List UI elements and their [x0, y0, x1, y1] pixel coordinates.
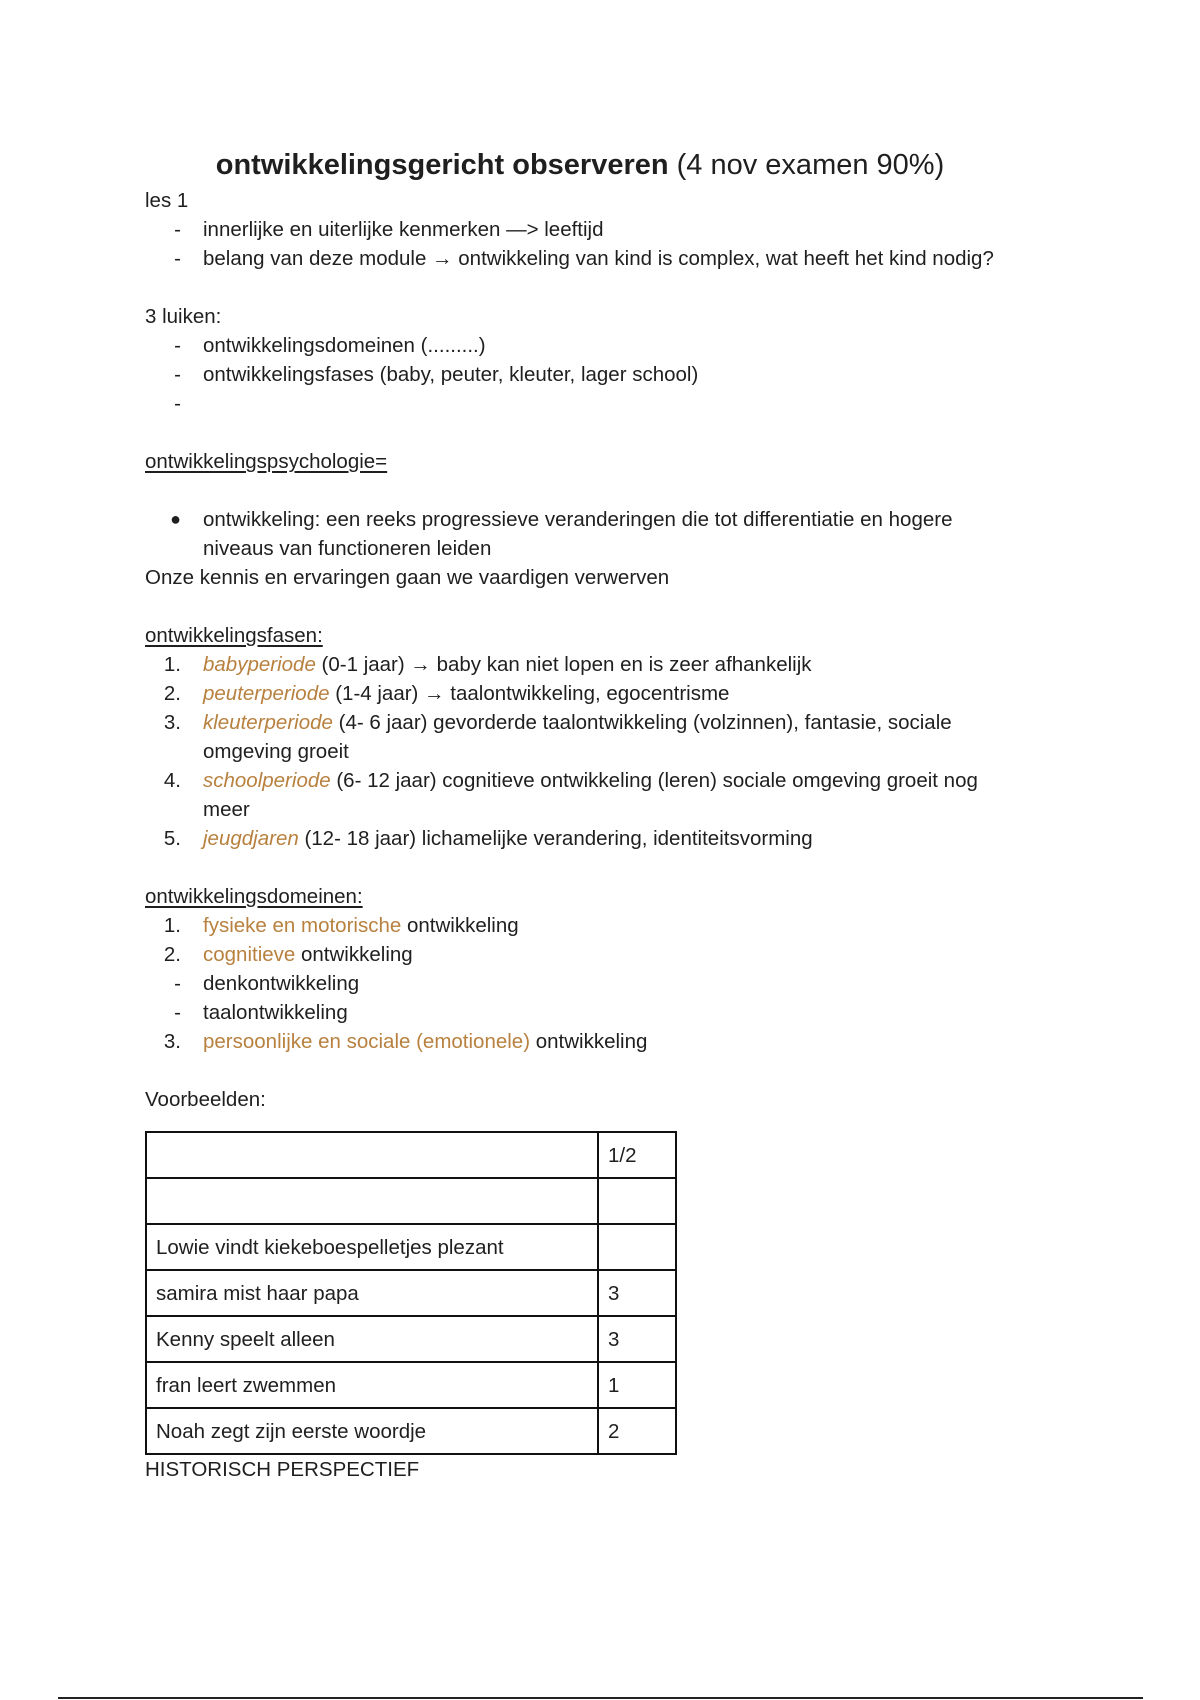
les1-item-text: innerlijke en uiterlijke kenmerken —> leeftijd [203, 218, 604, 241]
fase-description: (4- 6 jaar) gevorderde taalontwikkeling (volzinnen), fantasie, sociale omgeving groeit [203, 711, 952, 763]
domein-item [145, 998, 1045, 1027]
table-row [146, 1316, 676, 1362]
voorbeelden-table [145, 1131, 677, 1455]
table-cell-text: fran leert zwemmen [146, 1362, 598, 1408]
domein-rest: ontwikkeling [401, 914, 519, 937]
domein-term: persoonlijke en sociale (emotionele) [203, 1030, 531, 1053]
bullet-marker: ● [170, 509, 181, 529]
les1-item [145, 215, 1045, 244]
title-rest: (4 nov examen 90%) [668, 149, 945, 181]
fase-item [145, 650, 1045, 679]
table-cell-value: 3 [598, 1316, 676, 1362]
luiken-item [145, 360, 1045, 389]
fase-item [145, 824, 1045, 853]
table-row [146, 1224, 676, 1270]
domein-marker: 2. [163, 943, 181, 966]
dash-marker: - [174, 247, 181, 270]
fase-description: (6- 12 jaar) cognitieve ontwikkeling (leren) sociale omgeving groeit nog meer [203, 769, 978, 821]
table-row [146, 1132, 676, 1178]
domein-rest: taalontwikkeling [203, 1001, 348, 1024]
dash-marker: - [174, 218, 181, 241]
psychologie-heading: ontwikkelingspsychologie= [145, 450, 388, 473]
luiken-item [145, 389, 1045, 418]
psychologie-bullet-text: ontwikkeling: een reeks progressieve veranderingen die tot differentiatie en hogere niveaus van functioneren leiden [203, 508, 953, 560]
table-cell-value: 3 [598, 1270, 676, 1316]
fase-item [145, 708, 1045, 766]
psychologie-bullet [145, 505, 1045, 563]
table-cell-value [598, 1224, 676, 1270]
historisch-heading: HISTORISCH PERSPECTIEF [145, 1458, 420, 1481]
document-title [145, 146, 1045, 184]
voorbeelden-heading: Voorbeelden: [145, 1088, 266, 1111]
fase-description: (0-1 jaar) → baby kan niet lopen en is zeer afhankelijk [315, 653, 812, 676]
luiken-item-text: ontwikkelingsfases (baby, peuter, kleuter, lager school) [203, 363, 699, 386]
les1-item [145, 244, 1045, 273]
domein-rest: ontwikkeling [530, 1030, 648, 1053]
domein-marker: 3. [163, 1030, 181, 1053]
psychologie-note: Onze kennis en ervaringen gaan we vaardigen verwerven [145, 566, 670, 589]
domein-term: cognitieve [203, 943, 296, 966]
luiken-item-text [203, 389, 1023, 418]
table-cell-text: Lowie vindt kiekeboespelletjes plezant [146, 1224, 598, 1270]
title-bold: ontwikkelingsgericht observeren [215, 149, 669, 181]
fase-term: kleuterperiode [203, 711, 333, 734]
luiken-item [145, 331, 1045, 360]
fase-number: 4. [163, 769, 181, 792]
dash-marker: - [174, 334, 181, 357]
table-cell-text [146, 1178, 598, 1224]
fase-item [145, 766, 1045, 824]
table-cell-text [146, 1132, 598, 1178]
table-cell-text: Noah zegt zijn eerste woordje [146, 1408, 598, 1454]
les1-item-text: belang van deze module → ontwikkeling van kind is complex, wat heeft het kind nodig? [203, 247, 994, 270]
fase-term: schoolperiode [203, 769, 331, 792]
dash-marker: - [174, 392, 181, 415]
fase-description: (1-4 jaar) → taalontwikkeling, egocentrisme [329, 682, 730, 705]
table-row [146, 1178, 676, 1224]
table-row [146, 1270, 676, 1316]
table-cell-value: 1 [598, 1362, 676, 1408]
fasen-heading: ontwikkelingsfasen: [145, 624, 323, 647]
fase-number: 1. [163, 653, 181, 676]
fase-term: peuterperiode [203, 682, 330, 705]
fase-item [145, 679, 1045, 708]
domein-marker: - [174, 972, 181, 995]
table-cell-value [598, 1178, 676, 1224]
table-cell-text: samira mist haar papa [146, 1270, 598, 1316]
table-cell-value: 2 [598, 1408, 676, 1454]
table-cell-text: Kenny speelt alleen [146, 1316, 598, 1362]
luiken-item-text: ontwikkelingsdomeinen (.........) [203, 334, 486, 357]
domein-marker: - [174, 1001, 181, 1024]
domein-item [145, 911, 1045, 940]
domeinen-heading: ontwikkelingsdomeinen: [145, 885, 363, 908]
domein-marker: 1. [163, 914, 181, 937]
fase-term: jeugdjaren [203, 827, 299, 850]
domein-term: fysieke en motorische [203, 914, 402, 937]
fase-number: 3. [163, 711, 181, 734]
table-row [146, 1362, 676, 1408]
document-page [145, 146, 1045, 1484]
luiken-heading: 3 luiken: [145, 305, 222, 328]
table-row [146, 1408, 676, 1454]
domein-item [145, 969, 1045, 998]
domein-rest: ontwikkeling [295, 943, 413, 966]
dash-marker: - [174, 363, 181, 386]
page-bottom-rule [58, 1697, 1143, 1699]
les1-heading: les 1 [145, 189, 189, 212]
fase-description: (12- 18 jaar) lichamelijke verandering, identiteitsvorming [298, 827, 813, 850]
fase-term: babyperiode [203, 653, 316, 676]
fase-number: 5. [163, 827, 181, 850]
domein-item [145, 940, 1045, 969]
domein-rest: denkontwikkeling [203, 972, 360, 995]
fase-number: 2. [163, 682, 181, 705]
table-cell-value: 1/2 [598, 1132, 676, 1178]
domein-item [145, 1027, 1045, 1056]
